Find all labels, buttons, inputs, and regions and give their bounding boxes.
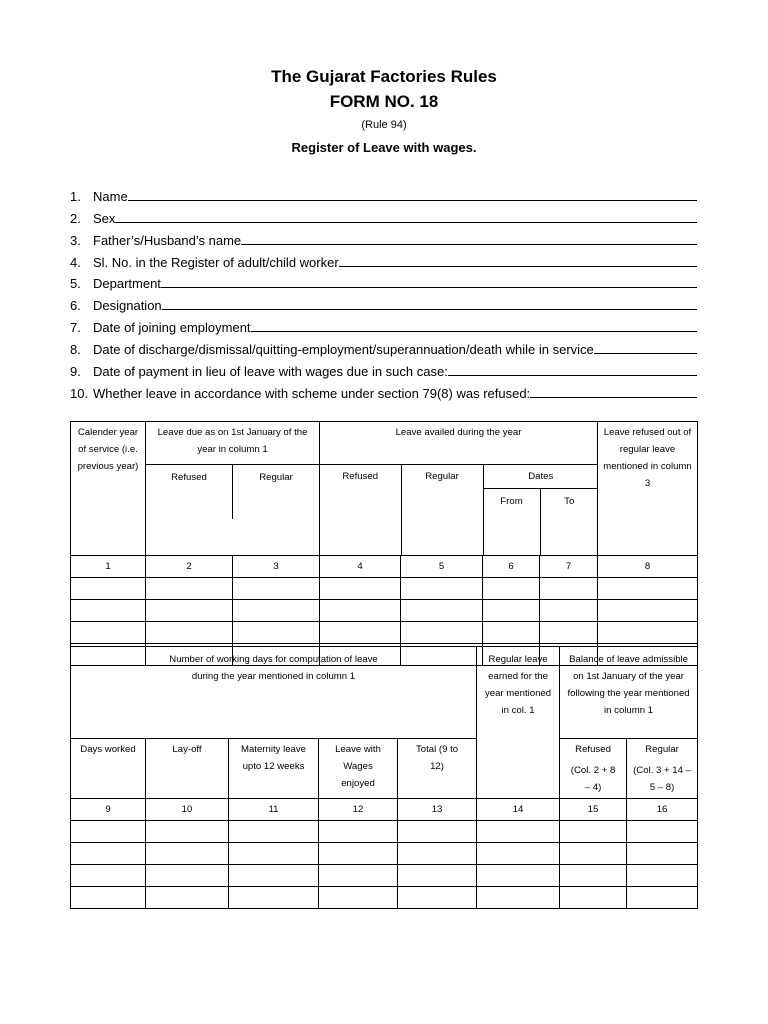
table-cell[interactable] (71, 599, 146, 621)
field-discharge-date[interactable]: 8. Date of discharge/dismissal/quitting-employment/superannuation/death while in service (70, 335, 697, 357)
fill-line[interactable] (162, 308, 697, 310)
table-cell[interactable] (398, 865, 477, 887)
fill-line[interactable] (251, 330, 697, 332)
column-number: 15 (560, 799, 627, 821)
column-number: 2 (146, 555, 233, 577)
table-cell[interactable] (483, 621, 540, 643)
table-cell[interactable] (146, 887, 229, 909)
header-balance-of-leave: Balance of leave admissible on 1st January of the year following the year mentioned in column 1 (560, 647, 698, 739)
table-cell[interactable] (477, 887, 560, 909)
header-leave-refused-out: Leave refused out of regular leave mentioned in column 3 (598, 422, 698, 556)
column-number: 3 (233, 555, 320, 577)
header-balance-regular (627, 739, 698, 799)
header-leave-due: Leave due as on 1st January of the year in column 1 (146, 422, 320, 465)
table-cell[interactable] (146, 843, 229, 865)
table-row (71, 599, 698, 621)
table-row (71, 577, 698, 599)
rule-reference: (Rule 94) (361, 119, 407, 131)
column-number: 4 (320, 555, 401, 577)
table-cell[interactable] (560, 887, 627, 909)
table-cell[interactable] (401, 577, 483, 599)
table-cell[interactable] (540, 599, 598, 621)
fill-line[interactable] (241, 243, 697, 245)
table-cell[interactable] (233, 577, 320, 599)
field-label: Designation (93, 298, 162, 314)
field-label: Whether leave in accordance with scheme under section 79(8) was refused: (93, 385, 531, 401)
header-balance-refused (560, 739, 627, 799)
column-number: 10 (146, 799, 229, 821)
table-cell[interactable] (477, 821, 560, 843)
column-number: 8 (598, 555, 698, 577)
balance-regular-label: Regular (645, 744, 679, 755)
table-cell[interactable] (483, 577, 540, 599)
fill-line[interactable] (128, 199, 697, 201)
table-cell[interactable] (71, 887, 146, 909)
header-dates: Dates (483, 465, 598, 489)
field-label: Sex (93, 210, 116, 226)
leave-availed-subheaders (320, 464, 598, 555)
balance-refused-formula: (Col. 2 + 8 – 4) (570, 765, 616, 793)
table-cell[interactable] (229, 821, 319, 843)
field-father-husband-name[interactable]: 3. Father’s/Husband’s name (70, 226, 697, 248)
form-subtitle: Register of Leave with wages. (291, 140, 477, 155)
table-cell[interactable] (627, 887, 698, 909)
field-leave-refused[interactable]: 10. Whether leave in accordance with scheme under section 79(8) was refused: (70, 379, 697, 401)
field-sex[interactable]: 2. Sex (70, 204, 697, 226)
header-days-worked: Days worked (71, 739, 146, 799)
table-cell[interactable] (598, 621, 698, 643)
table-cell[interactable] (146, 577, 233, 599)
field-register-serial-no[interactable]: 4. Sl. No. in the Register of adult/child worker (70, 248, 697, 270)
table-row (71, 821, 698, 843)
field-label: Date of joining employment (93, 320, 251, 336)
header-lay-off: Lay-off (146, 739, 229, 799)
table-cell[interactable] (146, 599, 233, 621)
table-row (71, 865, 698, 887)
field-label: Name (93, 188, 128, 204)
header-availed-regular: Regular (401, 465, 483, 555)
table-cell[interactable] (598, 599, 698, 621)
table-cell[interactable] (71, 865, 146, 887)
table-cell[interactable] (320, 599, 401, 621)
column-number: 13 (398, 799, 477, 821)
worker-details (70, 182, 697, 401)
leave-due-subheaders (146, 464, 320, 555)
table-row (71, 887, 698, 909)
fill-line[interactable] (530, 396, 697, 398)
table-cell[interactable] (627, 843, 698, 865)
table-cell[interactable] (627, 865, 698, 887)
header-leave-with-wages: Leave with Wages enjoyed (319, 739, 398, 799)
table-cell[interactable] (71, 821, 146, 843)
column-number: 5 (401, 555, 483, 577)
header-calendar-year: Calender year of service (i.e. previous year) (71, 422, 146, 556)
table-cell[interactable] (401, 599, 483, 621)
table-cell[interactable] (229, 843, 319, 865)
table-cell[interactable] (319, 821, 398, 843)
field-designation[interactable]: 6. Designation (70, 291, 697, 313)
table-cell[interactable] (319, 865, 398, 887)
table-row (71, 843, 698, 865)
table-cell[interactable] (319, 887, 398, 909)
column-numbers-row (71, 555, 698, 577)
table-cell[interactable] (560, 865, 627, 887)
table-cell[interactable] (146, 865, 229, 887)
table-cell[interactable] (477, 843, 560, 865)
field-name[interactable]: 1. Name (70, 182, 697, 204)
table-cell[interactable] (146, 821, 229, 843)
column-number: 6 (483, 555, 540, 577)
table-cell[interactable] (483, 599, 540, 621)
table-row (71, 621, 698, 643)
table-cell[interactable] (320, 621, 401, 643)
column-number: 12 (319, 799, 398, 821)
fill-line[interactable] (161, 286, 697, 288)
header-leave-availed: Leave availed during the year (320, 422, 598, 465)
table-cell[interactable] (560, 843, 627, 865)
column-number: 1 (71, 555, 146, 577)
table-cell[interactable] (398, 821, 477, 843)
table-cell[interactable] (319, 843, 398, 865)
leave-table-2 (70, 646, 698, 909)
table-cell[interactable] (401, 621, 483, 643)
header-leave-due-regular: Regular (233, 465, 320, 520)
table-cell[interactable] (71, 621, 146, 643)
table-cell[interactable] (233, 621, 320, 643)
table-cell[interactable] (229, 887, 319, 909)
table-cell[interactable] (233, 599, 320, 621)
field-label: Date of payment in lieu of leave with wages due in such case: (93, 364, 448, 380)
field-joining-date[interactable]: 7. Date of joining employment (70, 313, 697, 335)
field-label: Date of discharge/dismissal/quitting-employment/superannuation/death while in service (93, 342, 594, 358)
header-date-to: To (564, 495, 575, 507)
header-leave-due-refused: Refused (146, 465, 233, 520)
form-number: FORM NO. 18 (329, 92, 439, 111)
column-numbers-row (71, 799, 698, 821)
field-department[interactable]: 5. Department (70, 270, 697, 292)
header-total: Total (9 to 12) (398, 739, 477, 799)
table-cell[interactable] (71, 577, 146, 599)
table-cell[interactable] (560, 821, 627, 843)
header-working-days: Number of working days for computation of leave during the year mentioned in column 1 (71, 647, 477, 739)
balance-regular-formula: (Col. 3 + 14 – 5 – 8) (633, 765, 691, 793)
balance-refused-label: Refused (575, 744, 611, 755)
column-number: 14 (477, 799, 560, 821)
table-cell[interactable] (320, 577, 401, 599)
leave-table-1 (70, 421, 698, 666)
table-cell[interactable] (229, 865, 319, 887)
table-cell[interactable] (477, 865, 560, 887)
fill-line[interactable] (448, 374, 697, 376)
table-cell[interactable] (598, 577, 698, 599)
column-number: 11 (229, 799, 319, 821)
table-cell[interactable] (540, 577, 598, 599)
table-cell[interactable] (540, 621, 598, 643)
field-payment-date[interactable]: 9. Date of payment in lieu of leave with wages due in such case: (70, 357, 697, 379)
header-availed-refused: Refused (320, 465, 401, 555)
header-maternity-leave: Maternity leave upto 12 weeks (229, 739, 319, 799)
header-date-from: From (483, 488, 540, 555)
field-label: Department (93, 276, 161, 292)
column-number: 16 (627, 799, 698, 821)
form-title: The Gujarat Factories Rules (271, 67, 497, 86)
table-cell[interactable] (71, 843, 146, 865)
table-cell[interactable] (627, 821, 698, 843)
field-label: Sl. No. in the Register of adult/child worker (93, 254, 339, 270)
column-number: 9 (71, 799, 146, 821)
table-cell[interactable] (398, 843, 477, 865)
fill-line[interactable] (115, 221, 697, 223)
table-cell[interactable] (398, 887, 477, 909)
field-label: Father’s/Husband’s name (93, 232, 242, 248)
table-cell[interactable] (146, 621, 233, 643)
header-regular-leave-earned: Regular leave earned for the year mentioned in col. 1 (477, 647, 560, 799)
column-number: 7 (540, 555, 598, 577)
fill-line[interactable] (594, 352, 697, 354)
fill-line[interactable] (339, 265, 697, 267)
